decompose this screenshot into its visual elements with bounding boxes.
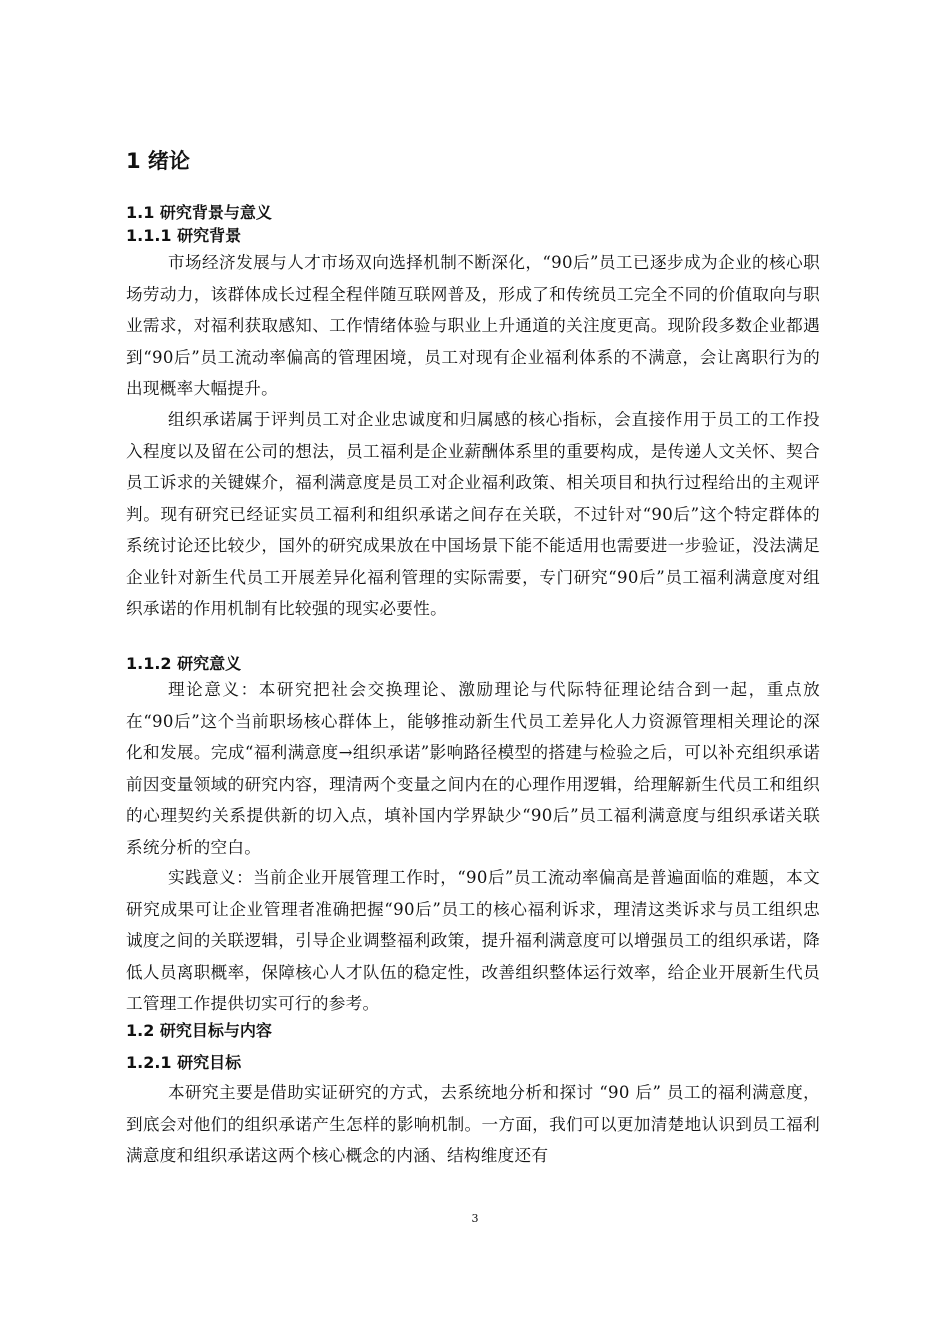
paragraph-significance-1: 理论意义：本研究把社会交换理论、激励理论与代际特征理论结合到一起，重点放在“90后”这个当前职场核心群体上，能够推动新生代员工差异化人力资源管理相关理论的深化和发展。完成“福利满意度→组织承诺”影响路径模型的搭建与检验之后，可以补充组织承诺前因变量领域的研究内容，理清两个变量之间内在的心理作用逻辑，给理解新生代员工和组织的心理契约关系提供新的切入点，填补国内学界缺少“90后”员工福利满意度与组织承诺关联系统分析的空白。 [126,680,820,857]
section-heading-1-1-2: 1.1.2 研究意义 [126,654,242,673]
paragraph-objective-1: 本研究主要是借助实证研究的方式，去系统地分析和探讨 “90 后” 员工的福利满意度，到底会对他们的组织承诺产生怎样的影响机制。一方面，我们可以更加清楚地认识到员工福利满意度和组织承诺这两个核心概念的内涵、结构维度还有 [126,1083,820,1165]
section-heading-1-2: 1.2 研究目标与内容 [126,1021,272,1040]
section-heading-1-2-1: 1.2.1 研究目标 [126,1053,242,1072]
paragraph-significance-2: 实践意义：当前企业开展管理工作时，“90后”员工流动率偏高是普遍面临的难题，本文研究成果可让企业管理者准确把握“90后”员工的核心福利诉求，理清这类诉求与员工组织忠诚度之间的关联逻辑，引导企业调整福利政策，提升福利满意度可以增强员工的组织承诺，降低人员离职概率，保障核心人才队伍的稳定性，改善组织整体运行效率，给企业开展新生代员工管理工作提供切实可行的参考。 [126,868,820,1013]
paragraph-background-1: 市场经济发展与人才市场双向选择机制不断深化，“90后”员工已逐步成为企业的核心职场劳动力，该群体成长过程全程伴随互联网普及，形成了和传统员工完全不同的价值取向与职业需求，对福利获取感知、工作情绪体验与职业上升通道的关注度更高。现阶段多数企业都遇到“90后”员工流动率偏高的管理困境，员工对现有企业福利体系的不满意，会让离职行为的出现概率大幅提升。 [126,253,820,398]
section-heading-1-1: 1.1 研究背景与意义 [126,203,272,222]
chapter-title: 1 绪论 [126,149,190,173]
page-number: 3 [471,1212,479,1225]
paragraph-background-2: 组织承诺属于评判员工对企业忠诚度和归属感的核心指标，会直接作用于员工的工作投入程度以及留在公司的想法，员工福利是企业薪酬体系里的重要构成，是传递人文关怀、契合员工诉求的关键媒介，福利满意度是员工对企业福利政策、相关项目和执行过程给出的主观评判。现有研究已经证实员工福利和组织承诺之间存在关联，不过针对“90后”这个特定群体的系统讨论还比较少，国外的研究成果放在中国场景下能不能适用也需要进一步验证，没法满足企业针对新生代员工开展差异化福利管理的实际需要，专门研究“90后”员工福利满意度对组织承诺的作用机制有比较强的现实必要性。 [126,410,820,618]
section-heading-1-1-1: 1.1.1 研究背景 [126,226,242,245]
